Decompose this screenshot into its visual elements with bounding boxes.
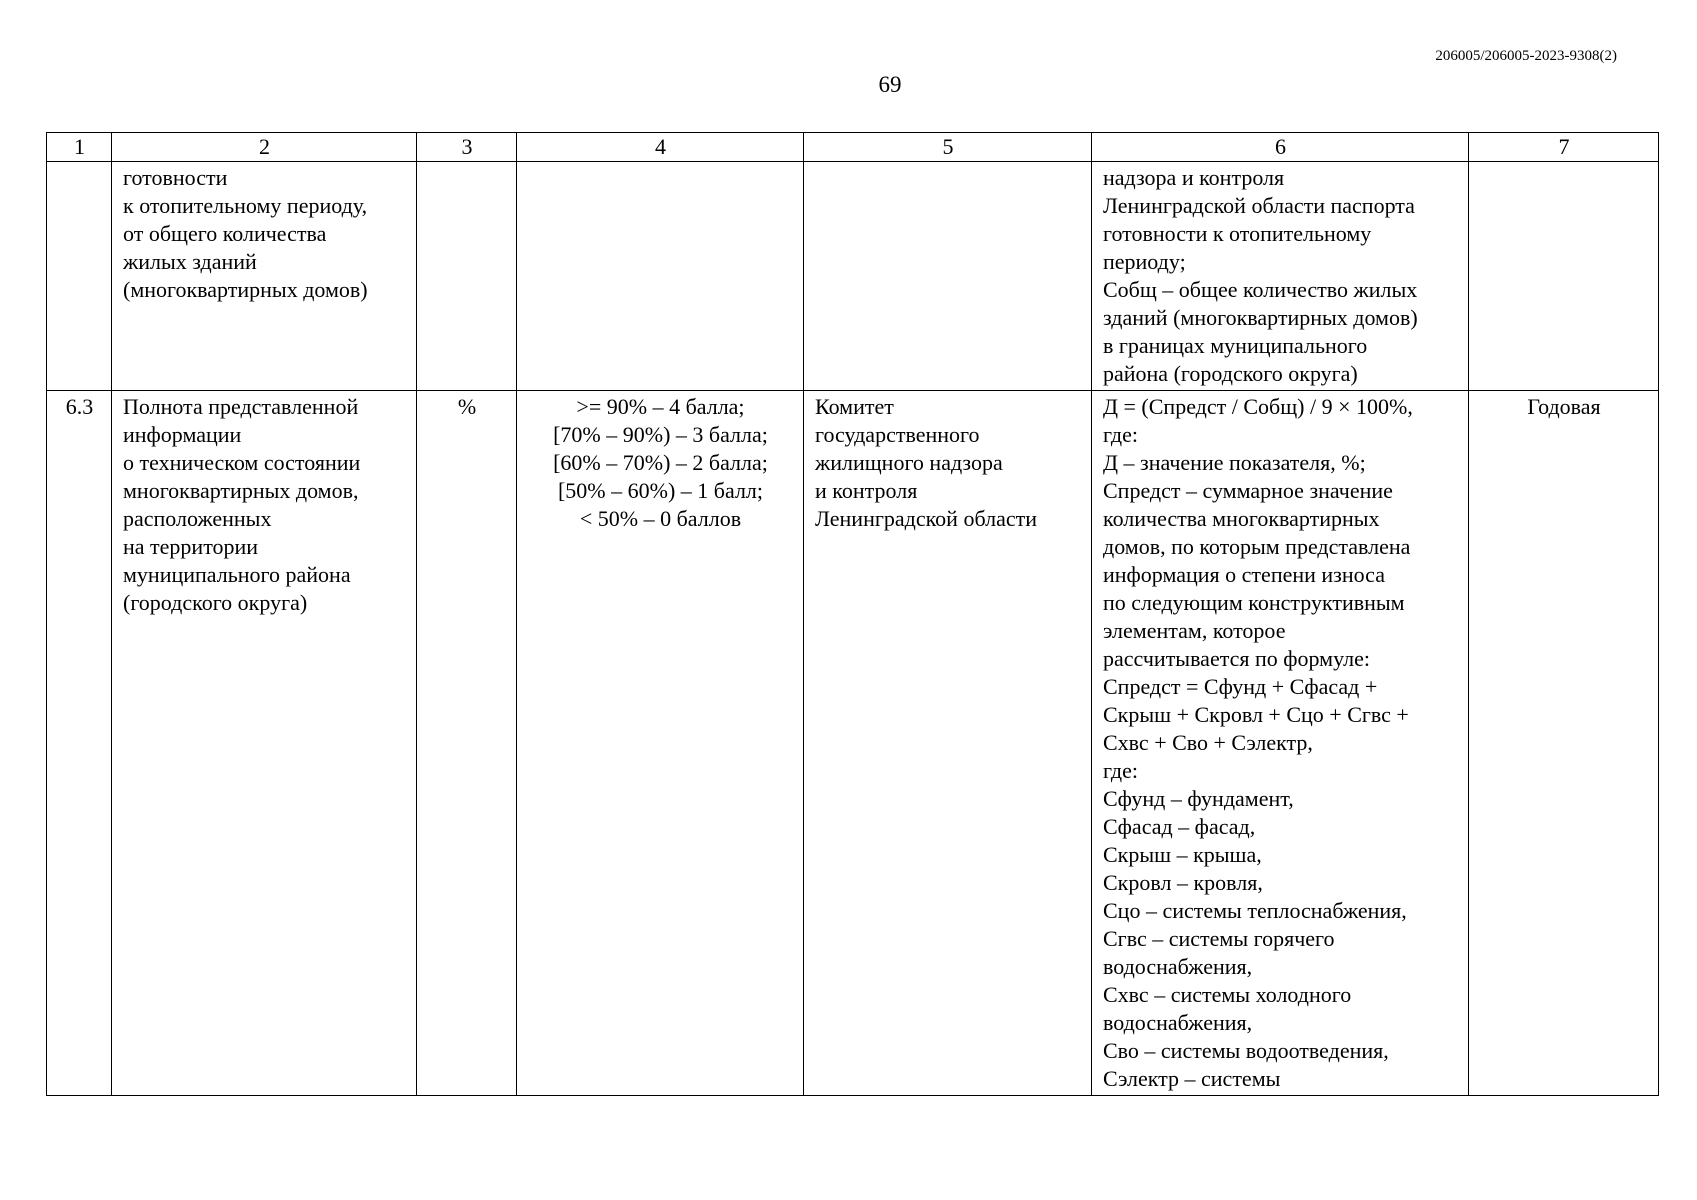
column-number: 5 bbox=[804, 133, 1092, 162]
unit-cell: % bbox=[417, 391, 517, 1096]
table-row bbox=[47, 391, 1659, 1096]
periodicity-cell: Годовая bbox=[1469, 391, 1659, 1096]
unit-cell bbox=[417, 162, 517, 391]
column-number: 2 bbox=[112, 133, 417, 162]
responsible-body-cell bbox=[804, 162, 1092, 391]
formula-cell: надзора и контроля Ленинградской области паспорта готовности к отопительному периоду; Собщ – общее количество жилых зданий (многоквартирных домов) в границах муниципального района (городского округа) bbox=[1092, 162, 1469, 391]
indicator-table bbox=[46, 132, 1659, 1096]
score-cell: >= 90% – 4 балла; [70% – 90%) – 3 балла; [60% – 70%) – 2 балла; [50% – 60%) – 1 балл; < 50% – 0 баллов bbox=[517, 391, 804, 1096]
column-number: 1 bbox=[47, 133, 112, 162]
table-row bbox=[47, 162, 1659, 391]
column-number: 6 bbox=[1092, 133, 1469, 162]
formula-cell: Д = (Спредст / Собщ) / 9 × 100%, где: Д – значение показателя, %; Спредст – суммарное значение количества многоквартирных домов, по которым представлена информация о степени износа по следующим конструктивным элементам, которое рассчитывается по формуле: Спредст = Сфунд + Сфасад + Скрыш + Скровл + Сцо + Сгвс + Схвс + Сво + Сэлектр, где: Сфунд – фундамент, Сфасад – фасад, Скрыш – крыша, Скровл – кровля, Сцо – системы теплоснабжения, Сгвс – системы горячего водоснабжения, Схвс – системы холодного водоснабжения, Сво – системы водоотведения, Сэлектр – системы bbox=[1092, 391, 1469, 1096]
periodicity-cell bbox=[1469, 162, 1659, 391]
column-number-row bbox=[47, 133, 1659, 162]
row-number-cell bbox=[47, 162, 112, 391]
document-id: 206005/206005-2023-9308(2) bbox=[1435, 48, 1617, 64]
row-number-cell: 6.3 bbox=[47, 391, 112, 1096]
column-number: 4 bbox=[517, 133, 804, 162]
score-cell bbox=[517, 162, 804, 391]
column-number: 7 bbox=[1469, 133, 1659, 162]
indicator-name-cell: Полнота представленной информации о техническом состоянии многоквартирных домов, расположенных на территории муниципального района (городского округа) bbox=[112, 391, 417, 1096]
column-number: 3 bbox=[417, 133, 517, 162]
responsible-body-cell: Комитет государственного жилищного надзора и контроля Ленинградской области bbox=[804, 391, 1092, 1096]
indicator-name-cell: готовности к отопительному периоду, от общего количества жилых зданий (многоквартирных домов) bbox=[112, 162, 417, 391]
page-number: 69 bbox=[878, 72, 902, 97]
